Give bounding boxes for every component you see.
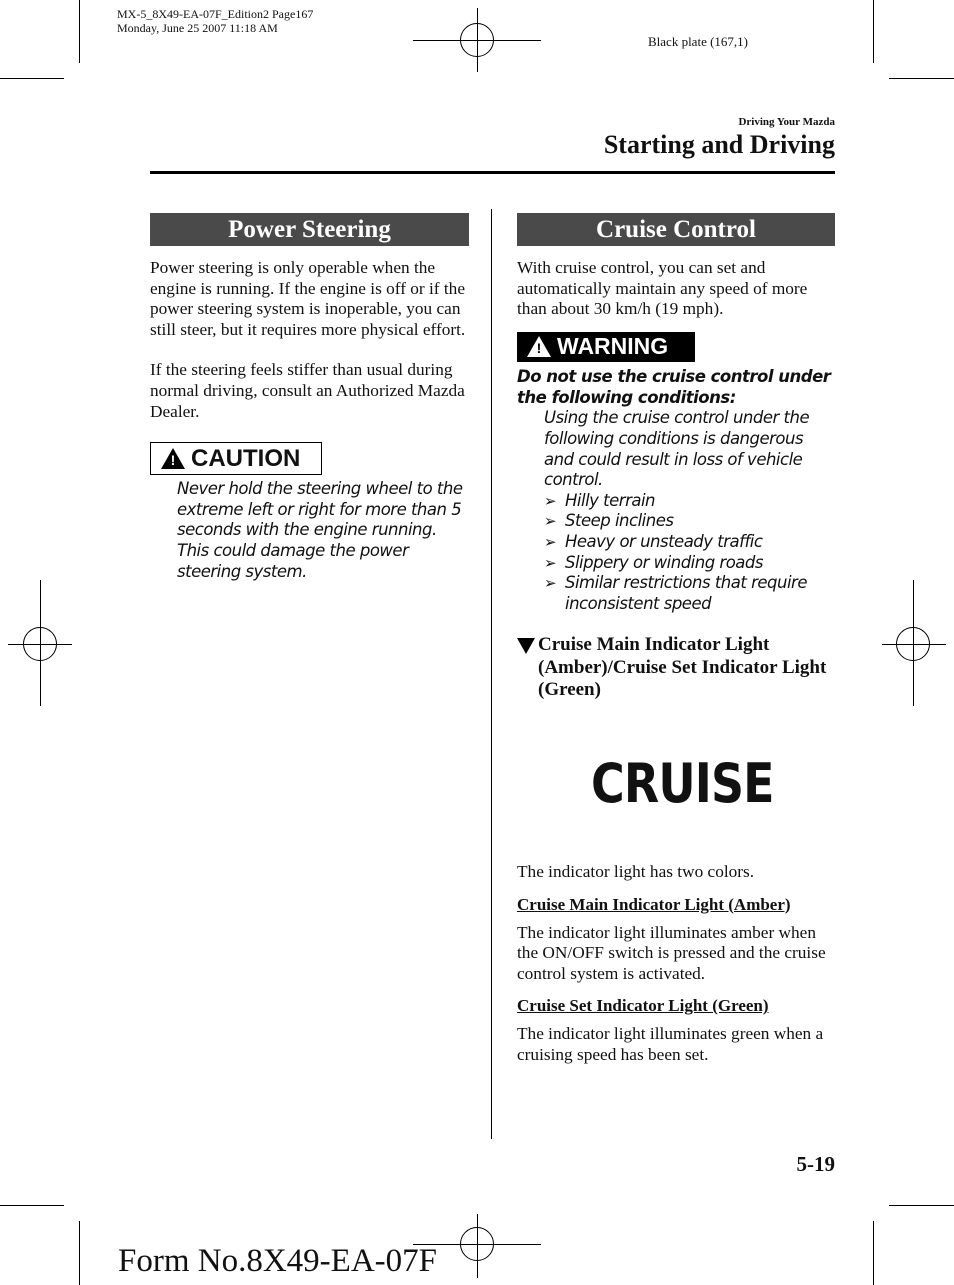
indicator-subheading: Cruise Main Indicator Light (Amber)/Cruise Set Indicator Light (Green) [517,634,835,702]
page-number: 5-19 [796,1152,835,1176]
column-divider [491,209,492,1139]
print-meta [117,7,313,35]
amber-heading: Cruise Main Indicator Light (Amber) [517,894,791,914]
caution-icon: ! [161,448,185,469]
print-meta-date: Monday, June 25 2007 11:18 AM [117,21,278,35]
arrow-bullet-icon: ➢ [544,574,557,593]
caution-text: Never hold the steering wheel to the extreme left or right for more than 5 seconds with the engine running. This could damage the power steering system. [177,479,463,581]
two-colors-text: The indicator light has two colors. [517,861,755,881]
warning-icon: ! [527,336,551,357]
warning-text: Using the cruise control under the following conditions is dangerous and could result in loss of vehicle control. [544,408,810,490]
form-number: Form No.8X49-EA-07F [118,1243,437,1279]
list-item: ➢ Hilly terrain [544,490,656,510]
cruise-control-heading: Cruise Control [517,213,835,246]
section-title: Starting and Driving [603,130,835,159]
list-item: ➢ Heavy or unsteady traffic [544,532,763,552]
triangle-down-icon [517,638,535,654]
list-item: ➢ Slippery or winding roads [544,552,763,572]
power-steering-column [150,213,469,582]
warning-text-label: WARNING [557,333,669,360]
power-steering-para-1: Power steering is only operable when the engine is running. If the engine is off or if the power steering system is inoperable, you can still steer, but it requires more physical effort. [150,258,466,339]
condition-list [517,491,835,615]
cruise-indicator-icon: CRUISE [591,751,774,815]
caution-text-label: CAUTION [191,444,301,472]
header-rule [150,171,835,174]
warning-label [517,332,695,362]
caution-label [150,442,322,475]
green-text: The indicator light illuminates green when a cruising speed has been set. [517,1024,824,1064]
arrow-bullet-icon: ➢ [544,553,557,572]
arrow-bullet-icon: ➢ [544,491,557,510]
cruise-intro: With cruise control, you can set and automatically maintain any speed of more than about 30 km/h (19 mph). [517,258,808,319]
amber-text: The indicator light illuminates amber when the ON/OFF switch is pressed and the cruise control system is activated. [517,922,826,983]
list-item: ➢ Steep inclines [544,511,674,531]
chapter-label: Driving Your Mazda [738,116,835,128]
arrow-bullet-icon: ➢ [544,533,557,552]
power-steering-heading: Power Steering [150,213,469,246]
list-item: ➢ Similar restrictions that require inconsistent speed [544,573,807,613]
print-meta-file: MX-5_8X49-EA-07F_Edition2 Page167 [117,7,314,21]
warning-lead: Do not use the cruise control under the following conditions: [517,367,831,407]
plate-label: Black plate (167,1) [648,34,748,49]
green-heading: Cruise Set Indicator Light (Green) [517,996,769,1016]
arrow-bullet-icon: ➢ [544,512,557,531]
cruise-control-column [517,213,835,1065]
power-steering-para-2: If the steering feels stiffer than usual during normal driving, consult an Authorized Mazda Dealer. [150,360,465,421]
